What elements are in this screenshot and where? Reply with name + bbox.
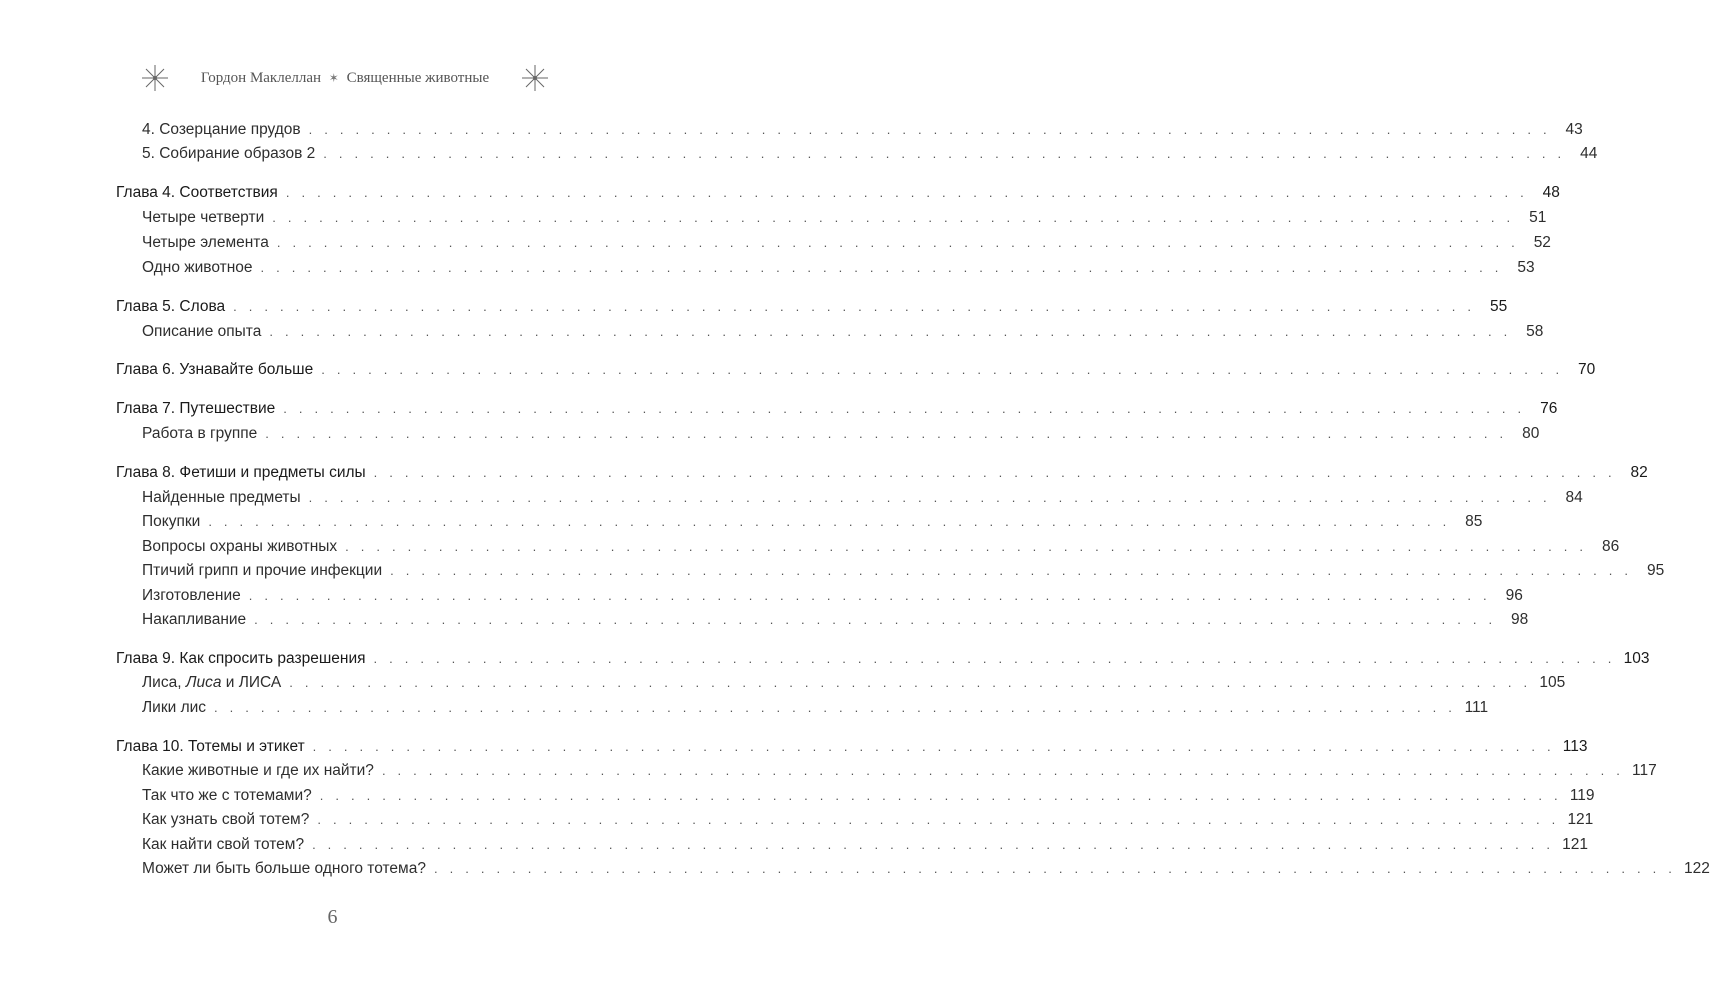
toc-entry-title: Глава 8. Фетиши и предметы силы <box>116 464 366 481</box>
toc-entry-page: 51 <box>1529 209 1547 226</box>
dot-leader: . . . . . . . . . . . . . . . . . . . . . . . . . . . . . . . . . . . . . . . . . . . . . . . . . . . . . . . . . . . . . . . . . . . . . . . . . . . . . . . . <box>208 514 1451 529</box>
header-book-title: Священные животные <box>346 70 490 86</box>
page-number: 6 <box>327 906 338 928</box>
toc-entry-page: 43 <box>1565 121 1583 138</box>
toc-entry-page: 121 <box>1567 811 1594 828</box>
dot-leader: . . . . . . . . . . . . . . . . . . . . . . . . . . . . . . . . . . . . . . . . . . . . . . . . . . . . . . . . . . . . . . . . . . . . . . . . . . . . . . . . <box>308 122 1551 137</box>
toc-section-entry <box>142 118 1583 142</box>
toc-entry-page: 105 <box>1539 674 1566 691</box>
toc-section-entry <box>142 584 1523 608</box>
toc-entry-title: Глава 10. Тотемы и этикет <box>116 738 305 755</box>
toc-entry-title: Может ли быть больше одного тотема? <box>142 860 426 877</box>
toc-entry-page: 82 <box>1630 464 1648 481</box>
toc-entry-page: 111 <box>1464 699 1489 716</box>
toc-entry-title: Работа в группе <box>142 425 258 442</box>
toc-entry-title: 5. Собирание образов 2 <box>142 145 316 162</box>
toc-section-entry <box>142 808 1594 832</box>
toc-entry-title: Глава 6. Узнавайте больше <box>116 361 314 378</box>
toc-entry-title: Как найти свой тотем? <box>142 836 305 853</box>
dot-leader: . . . . . . . . . . . . . . . . . . . . . . . . . . . . . . . . . . . . . . . . . . . . . . . . . . . . . . . . . . . . . . . . . . . . . . . . . . . . . . . . <box>312 837 1555 852</box>
toc-entry-page: 86 <box>1602 538 1620 555</box>
toc-entry-page: 117 <box>1632 762 1657 779</box>
dot-leader: . . . . . . . . . . . . . . . . . . . . . . . . . . . . . . . . . . . . . . . . . . . . . . . . . . . . . . . . . . . . . . . . . . . . . . . . . . . . . . . . <box>321 362 1564 377</box>
toc-entry-title: Лики лис <box>142 699 207 716</box>
toc-entry-page: 52 <box>1533 234 1551 251</box>
dot-leader: . . . . . . . . . . . . . . . . . . . . . . . . . . . . . . . . . . . . . . . . . . . . . . . . . . . . . . . . . . . . . . . . . . . . . . . . . . . . . . . . <box>308 490 1551 505</box>
toc-entry-title: Одно животное <box>142 259 253 276</box>
toc-entry-page: 121 <box>1562 836 1589 853</box>
dot-leader: . . . . . . . . . . . . . . . . . . . . . . . . . . . . . . . . . . . . . . . . . . . . . . . . . . . . . . . . . . . . . . . . . . . . . . . . . . . . . . . . <box>345 539 1588 554</box>
toc-section-entry <box>142 206 1547 230</box>
dot-leader: . . . . . . . . . . . . . . . . . . . . . . . . . . . . . . . . . . . . . . . . . . . . . . . . . . . . . . . . . . . . . . . . . . . . . . . . . . . . . . . . <box>373 465 1616 480</box>
toc-section-entry <box>142 784 1595 808</box>
toc-entry-page: 103 <box>1623 650 1650 667</box>
toc-section-entry <box>142 696 1489 720</box>
toc-section-entry <box>142 510 1483 534</box>
toc-entry-title: 4. Созерцание прудов <box>142 121 301 138</box>
toc-chapter-entry <box>116 181 1560 205</box>
toc-entry-page: 84 <box>1565 489 1583 506</box>
toc-entry-title: Четыре четверти <box>142 209 265 226</box>
toc-entry-page: 80 <box>1522 425 1540 442</box>
dot-leader: . . . . . . . . . . . . . . . . . . . . . . . . . . . . . . . . . . . . . . . . . . . . . . . . . . . . . . . . . . . . . . . . . . . . . . . . . . . . . . . . <box>312 739 1555 754</box>
toc-chapter-entry <box>116 647 1650 671</box>
dot-leader: . . . . . . . . . . . . . . . . . . . . . . . . . . . . . . . . . . . . . . . . . . . . . . . . . . . . . . . . . . . . . . . . . . . . . . . . . . . . . . . . <box>214 700 1457 715</box>
toc-section-entry <box>142 671 1566 695</box>
toc-entry-page: 98 <box>1511 611 1529 628</box>
toc-entry-page: 48 <box>1542 184 1560 201</box>
dot-leader: . . . . . . . . . . . . . . . . . . . . . . . . . . . . . . . . . . . . . . . . . . . . . . . . . . . . . . . . . . . . . . . . . . . . . . . . . . . . . . . . <box>254 612 1497 627</box>
sparkle-star-icon <box>141 64 169 92</box>
toc-entry-title: Четыре элемента <box>142 234 269 251</box>
toc-entry-title: Вопросы охраны животных <box>142 538 338 555</box>
dot-leader: . . . . . . . . . . . . . . . . . . . . . . . . . . . . . . . . . . . . . . . . . . . . . . . . . . . . . . . . . . . . . . . . . . . . . . . . . . . . . . . . <box>381 763 1625 778</box>
toc-entry-page: 76 <box>1540 400 1558 417</box>
toc-entry-title: Покупки <box>142 513 201 530</box>
dot-leader: . . . . . . . . . . . . . . . . . . . . . . . . . . . . . . . . . . . . . . . . . . . . . . . . . . . . . . . . . . . . . . . . . . . . . . . . . . . . . . . . <box>260 260 1503 275</box>
dot-leader: . . . . . . . . . . . . . . . . . . . . . . . . . . . . . . . . . . . . . . . . . . . . . . . . . . . . . . . . . . . . . . . . . . . . . . . . . . . . . . . . <box>248 588 1491 603</box>
toc-entry-page: 96 <box>1505 587 1523 604</box>
toc-entry-page: 122 <box>1684 860 1710 877</box>
toc-section-entry <box>142 231 1551 255</box>
dot-leader: . . . . . . . . . . . . . . . . . . . . . . . . . . . . . . . . . . . . . . . . . . . . . . . . . . . . . . . . . . . . . . . . . . . . . . . . . . . . . . . . <box>319 788 1562 803</box>
toc-entry-title: Так что же с тотемами? <box>142 787 312 804</box>
dot-leader: . . . . . . . . . . . . . . . . . . . . . . . . . . . . . . . . . . . . . . . . . . . . . . . . . . . . . . . . . . . . . . . . . . . . . . . . . . . . . . . . <box>272 210 1515 225</box>
toc-entry-page: 70 <box>1578 361 1596 378</box>
toc-section-entry <box>142 559 1665 583</box>
dot-leader: . . . . . . . . . . . . . . . . . . . . . . . . . . . . . . . . . . . . . . . . . . . . . . . . . . . . . . . . . . . . . . . . . . . . . . . . . . . . . . . . <box>265 426 1508 441</box>
toc-section-entry <box>142 833 1589 857</box>
toc-chapter-entry <box>116 358 1596 382</box>
toc-section-entry <box>142 320 1544 344</box>
dot-leader: . . . . . . . . . . . . . . . . . . . . . . . . . . . . . . . . . . . . . . . . . . . . . . . . . . . . . . . . . . . . . . . . . . . . . . . . . . . . . . . . <box>283 401 1526 416</box>
toc-entry-title: Изготовление <box>142 587 241 604</box>
sparkle-star-icon <box>521 64 549 92</box>
toc-entry-page: 44 <box>1580 145 1598 162</box>
dot-leader: . . . . . . . . . . . . . . . . . . . . . . . . . . . . . . . . . . . . . . . . . . . . . . . . . . . . . . . . . . . . . . . . . . . . . . . . . . . . . . . . <box>276 235 1519 250</box>
dot-leader: . . . . . . . . . . . . . . . . . . . . . . . . . . . . . . . . . . . . . . . . . . . . . . . . . . . . . . . . . . . . . . . . . . . . . . . . . . . . . . . . <box>373 651 1616 666</box>
dot-leader: . . . . . . . . . . . . . . . . . . . . . . . . . . . . . . . . . . . . . . . . . . . . . . . . . . . . . . . . . . . . . . . . . . . . . . . . . . . . . . . . <box>233 299 1476 314</box>
toc-entry-title: Глава 4. Соответствия <box>116 184 278 201</box>
toc-chapter-entry <box>116 397 1558 421</box>
toc-entry-page: 95 <box>1646 562 1665 579</box>
toc-entry-title: Глава 5. Слова <box>116 298 226 315</box>
toc-section-entry <box>142 142 1598 166</box>
toc-entry-title: Глава 7. Путешествие <box>116 400 276 417</box>
toc-entry-page: 85 <box>1465 513 1483 530</box>
dot-leader: . . . . . . . . . . . . . . . . . . . . . . . . . . . . . . . . . . . . . . . . . . . . . . . . . . . . . . . . . . . . . . . . . . . . . . . . . . . . . . . . <box>285 185 1528 200</box>
toc-entry-page: 119 <box>1569 787 1595 804</box>
toc-entry-title: Накапливание <box>142 611 247 628</box>
toc-chapter-entry <box>116 735 1588 759</box>
toc-section-entry <box>142 608 1529 632</box>
toc-entry-title: Описание опыта <box>142 323 262 340</box>
toc-entry-page: 55 <box>1489 298 1508 315</box>
toc-section-entry <box>142 486 1583 510</box>
dot-leader: . . . . . . . . . . . . . . . . . . . . . . . . . . . . . . . . . . . . . . . . . . . . . . . . . . . . . . . . . . . . . . . . . . . . . . . . . . . . . . . . <box>323 146 1566 161</box>
dot-leader: . . . . . . . . . . . . . . . . . . . . . . . . . . . . . . . . . . . . . . . . . . . . . . . . . . . . . . . . . . . . . . . . . . . . . . . . . . . . . . . . <box>269 324 1512 339</box>
dot-leader: . . . . . . . . . . . . . . . . . . . . . . . . . . . . . . . . . . . . . . . . . . . . . . . . . . . . . . . . . . . . . . . . . . . . . . . . . . . . . . . . <box>289 675 1532 690</box>
toc-entry-title: Птичий грипп и прочие инфекции <box>142 562 383 579</box>
toc-entry-title: Как узнать свой тотем? <box>142 811 310 828</box>
toc-entry-title: Какие животные и где их найти? <box>142 762 374 779</box>
toc-entry-title: Лиса, Лиса и ЛИСА <box>142 674 282 691</box>
toc-chapter-entry <box>116 295 1508 319</box>
header-separator-icon: ✶ <box>328 71 339 85</box>
dot-leader: . . . . . . . . . . . . . . . . . . . . . . . . . . . . . . . . . . . . . . . . . . . . . . . . . . . . . . . . . . . . . . . . . . . . . . . . . . . . . . . . <box>390 563 1633 578</box>
toc-entry-title: Найденные предметы <box>142 489 301 506</box>
dot-leader: . . . . . . . . . . . . . . . . . . . . . . . . . . . . . . . . . . . . . . . . . . . . . . . . . . . . . . . . . . . . . . . . . . . . . . . . . . . . . . . . <box>433 861 1677 876</box>
toc-section-entry <box>142 256 1535 280</box>
toc-section-entry <box>142 535 1620 559</box>
header-author: Гордон Маклеллан <box>200 70 322 86</box>
toc-chapter-entry <box>116 461 1648 485</box>
toc-section-entry <box>142 422 1540 446</box>
toc-section-entry <box>142 857 1710 881</box>
toc-entry-page: 58 <box>1526 323 1544 340</box>
toc-entry-page: 113 <box>1562 738 1588 755</box>
header-text <box>175 70 515 87</box>
running-header <box>0 64 665 96</box>
toc-section-entry <box>142 759 1657 783</box>
toc-entry-page: 53 <box>1517 259 1535 276</box>
toc-entry-title: Глава 9. Как спросить разрешения <box>116 650 366 667</box>
dot-leader: . . . . . . . . . . . . . . . . . . . . . . . . . . . . . . . . . . . . . . . . . . . . . . . . . . . . . . . . . . . . . . . . . . . . . . . . . . . . . . . . <box>317 812 1560 827</box>
